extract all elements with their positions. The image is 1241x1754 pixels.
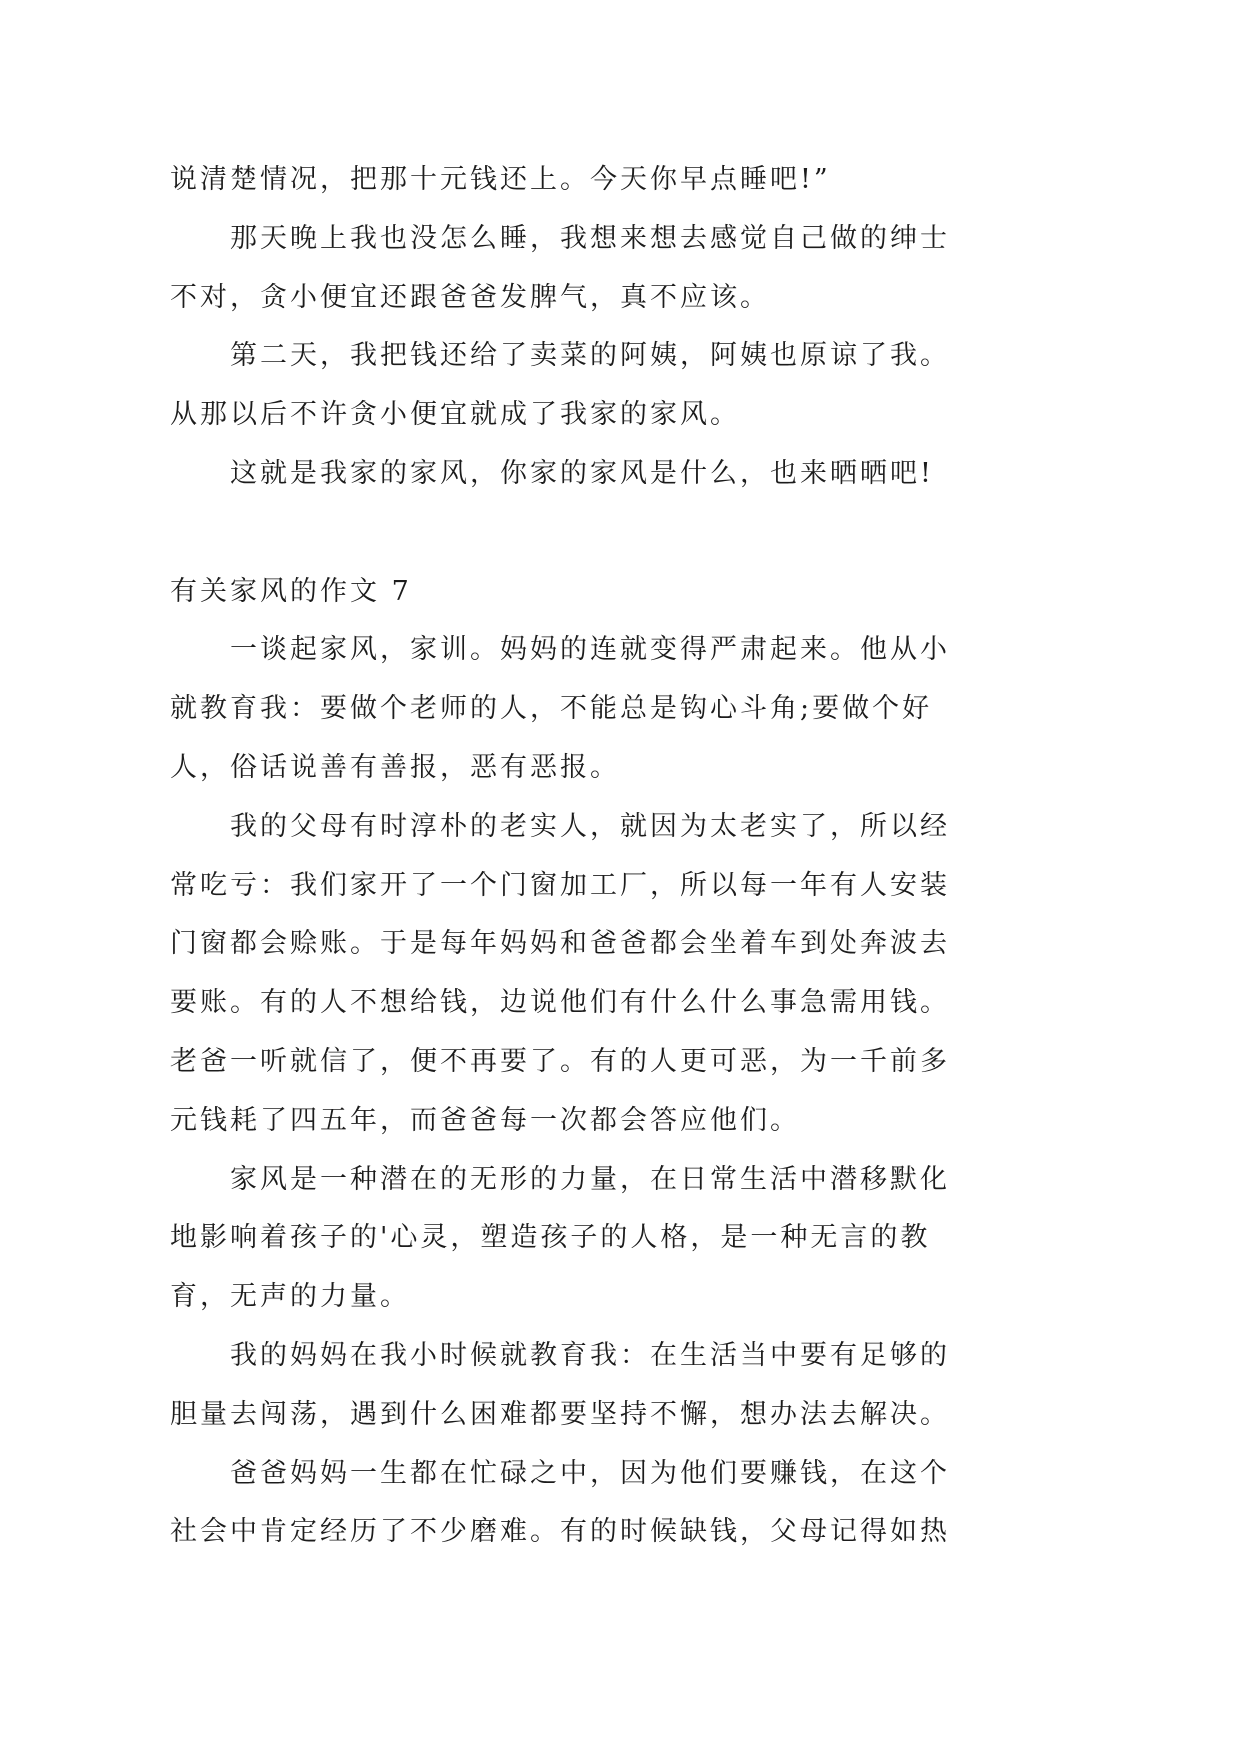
paragraph bbox=[170, 1151, 1070, 1327]
text-line: 不对，贪小便宜还跟爸爸发脾气，真不应该。 bbox=[170, 281, 770, 313]
text-line: 常吃亏：我们家开了一个门窗加工厂，所以每一年有人安装 bbox=[170, 869, 950, 901]
text-line: 家风是一种潜在的无形的力量，在日常生活中潜移默化 bbox=[230, 1163, 950, 1195]
text-line: 我的妈妈在我小时候就教育我：在生活当中要有足够的 bbox=[230, 1339, 950, 1371]
text-line: 社会中肯定经历了不少磨难。有的时候缺钱，父母记得如热 bbox=[170, 1516, 950, 1548]
text-line: 门窗都会赊账。于是每年妈妈和爸爸都会坐着车到处奔波去 bbox=[170, 928, 950, 960]
text-line: 第二天，我把钱还给了卖菜的阿姨，阿姨也原谅了我。 bbox=[230, 340, 950, 372]
paragraph bbox=[170, 1327, 1070, 1445]
paragraph bbox=[170, 1445, 1070, 1563]
paragraph bbox=[170, 621, 1070, 797]
text-line: 说清楚情况，把那十元钱还上。今天你早点睡吧!” bbox=[170, 164, 831, 195]
text-line: 一谈起家风，家训。妈妈的连就变得严肃起来。他从小 bbox=[230, 634, 950, 666]
paragraph bbox=[170, 210, 1070, 328]
text-line: 这就是我家的家风，你家的家风是什么，也来晒晒吧! bbox=[230, 457, 934, 489]
paragraph bbox=[170, 327, 1070, 445]
text-line: 胆量去闯荡，遇到什么困难都要坚持不懈，想办法去解决。 bbox=[170, 1398, 950, 1430]
text-line: 地影响着孩子的'心灵，塑造孩子的人格，是一种无言的教 bbox=[170, 1222, 931, 1254]
text-line: 育，无声的力量。 bbox=[170, 1281, 410, 1313]
text-line: 元钱耗了四五年，而爸爸每一次都会答应他们。 bbox=[170, 1104, 800, 1136]
text-line: 那天晚上我也没怎么睡，我想来想去感觉自己做的绅士 bbox=[230, 222, 950, 254]
text-line: 从那以后不许贪小便宜就成了我家的家风。 bbox=[170, 399, 740, 431]
paragraph bbox=[170, 798, 1070, 1151]
blank-line bbox=[170, 504, 1070, 563]
paragraph bbox=[170, 151, 1070, 210]
text-line: 人，俗话说善有善报，恶有恶报。 bbox=[170, 751, 620, 783]
text-line: 我的父母有时淳朴的老实人，就因为太老实了，所以经 bbox=[230, 810, 950, 842]
text-line: 老爸一听就信了，便不再要了。有的人更可恶，为一千前多 bbox=[170, 1045, 950, 1077]
text-line: 要账。有的人不想给钱，边说他们有什么什么事急需用钱。 bbox=[170, 987, 950, 1019]
text-line: 就教育我：要做个老师的人，不能总是钩心斗角;要做个好 bbox=[170, 693, 933, 725]
text-line: 爸爸妈妈一生都在忙碌之中，因为他们要赚钱，在这个 bbox=[230, 1457, 950, 1489]
paragraph bbox=[170, 445, 1070, 504]
essay-title: 有关家风的作文 7 bbox=[170, 575, 412, 607]
document-body bbox=[170, 151, 1070, 1562]
